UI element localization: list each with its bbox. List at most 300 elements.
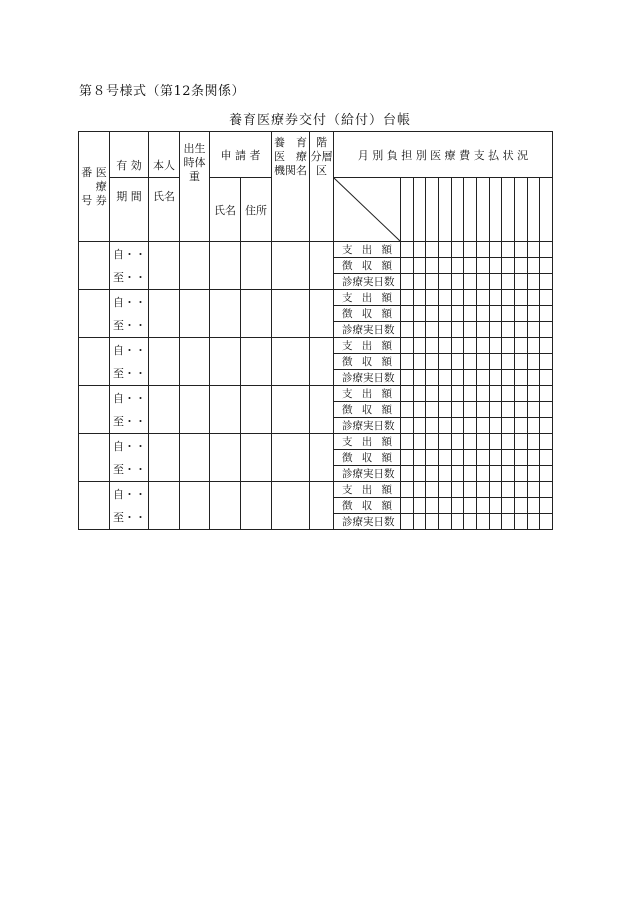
month-value-cell[interactable] (451, 450, 464, 466)
month-value-cell[interactable] (426, 290, 439, 306)
month-value-cell[interactable] (476, 498, 489, 514)
month-value-cell[interactable] (464, 514, 477, 530)
month-value-cell[interactable] (540, 242, 553, 258)
month-value-cell[interactable] (527, 466, 540, 482)
month-cell (438, 178, 451, 242)
month-value-cell[interactable] (464, 258, 477, 274)
month-value-cell[interactable] (413, 322, 426, 338)
birth-weight-cell[interactable] (180, 434, 210, 482)
record-row (79, 290, 553, 306)
month-value-cell[interactable] (502, 482, 515, 498)
month-value-cell[interactable] (489, 450, 502, 466)
tier-line-3: 区 (316, 164, 327, 177)
month-value-cell[interactable] (514, 482, 527, 498)
month-value-cell[interactable] (514, 370, 527, 386)
month-value-cell[interactable] (438, 258, 451, 274)
birth-weight-cell[interactable] (180, 290, 210, 338)
month-value-cell[interactable] (527, 482, 540, 498)
month-value-cell[interactable] (426, 482, 439, 498)
month-value-cell[interactable] (527, 242, 540, 258)
month-value-cell[interactable] (438, 466, 451, 482)
month-value-cell[interactable] (502, 434, 515, 450)
month-value-cell[interactable] (489, 514, 502, 530)
month-value-cell[interactable] (464, 290, 477, 306)
month-value-cell[interactable] (489, 242, 502, 258)
month-value-cell[interactable] (476, 258, 489, 274)
applicant-name-cell[interactable] (210, 482, 241, 530)
month-value-cell[interactable] (464, 482, 477, 498)
month-value-cell[interactable] (489, 354, 502, 370)
valid-from-label: 自・・ (113, 440, 146, 453)
valid-from-label: 自・・ (113, 296, 146, 309)
month-value-cell[interactable] (527, 322, 540, 338)
month-value-cell[interactable] (476, 482, 489, 498)
valid-period-cell[interactable] (110, 290, 149, 338)
birth-weight-cell[interactable] (180, 242, 210, 290)
month-value-cell[interactable] (540, 386, 553, 402)
ledger-body (79, 242, 553, 530)
month-value-cell[interactable] (426, 402, 439, 418)
month-value-cell[interactable] (502, 322, 515, 338)
month-value-cell[interactable] (426, 418, 439, 434)
birth-weight-header (180, 132, 210, 242)
month-value-cell[interactable] (426, 354, 439, 370)
month-value-cell[interactable] (413, 482, 426, 498)
birth-line-1: 出生 (183, 142, 206, 155)
month-value-cell[interactable] (438, 322, 451, 338)
month-value-cell[interactable] (527, 386, 540, 402)
month-value-cell[interactable] (401, 354, 414, 370)
month-value-cell[interactable] (540, 466, 553, 482)
month-value-cell[interactable] (527, 354, 540, 370)
month-value-cell[interactable] (489, 498, 502, 514)
month-value-cell[interactable] (514, 498, 527, 514)
month-value-cell[interactable] (426, 386, 439, 402)
person-name-cell[interactable] (149, 482, 180, 530)
row-label: 徴収額 (334, 450, 401, 466)
month-value-cell[interactable] (514, 306, 527, 322)
month-value-cell[interactable] (476, 274, 489, 290)
month-value-cell[interactable] (502, 418, 515, 434)
month-value-cell[interactable] (527, 498, 540, 514)
month-value-cell[interactable] (401, 290, 414, 306)
month-value-cell[interactable] (540, 322, 553, 338)
month-value-cell[interactable] (401, 242, 414, 258)
month-value-cell[interactable] (464, 386, 477, 402)
month-value-cell[interactable] (476, 290, 489, 306)
applicant-address-cell[interactable] (241, 482, 272, 530)
month-value-cell[interactable] (451, 370, 464, 386)
month-cell (540, 178, 553, 242)
month-value-cell[interactable] (514, 322, 527, 338)
month-value-cell[interactable] (438, 418, 451, 434)
month-value-cell[interactable] (502, 498, 515, 514)
month-value-cell[interactable] (476, 466, 489, 482)
month-value-cell[interactable] (464, 434, 477, 450)
month-value-cell[interactable] (426, 322, 439, 338)
applicant-name-cell[interactable] (210, 338, 241, 386)
applicant-address-cell[interactable] (241, 242, 272, 290)
month-value-cell[interactable] (502, 354, 515, 370)
month-value-cell[interactable] (413, 306, 426, 322)
month-cell (489, 178, 502, 242)
month-value-cell[interactable] (451, 306, 464, 322)
ticket-number-cell[interactable] (79, 242, 110, 290)
month-value-cell[interactable] (401, 338, 414, 354)
birth-weight-cell[interactable] (180, 386, 210, 434)
month-value-cell[interactable] (489, 418, 502, 434)
month-value-cell[interactable] (502, 290, 515, 306)
month-value-cell[interactable] (464, 498, 477, 514)
month-value-cell[interactable] (413, 402, 426, 418)
month-value-cell[interactable] (464, 402, 477, 418)
month-value-cell[interactable] (514, 354, 527, 370)
month-cell (464, 178, 477, 242)
month-value-cell[interactable] (514, 290, 527, 306)
month-value-cell[interactable] (438, 386, 451, 402)
valid-period-cell[interactable] (110, 242, 149, 290)
month-value-cell[interactable] (476, 370, 489, 386)
institution-cell[interactable] (272, 482, 310, 530)
month-value-cell[interactable] (451, 258, 464, 274)
record-row (79, 242, 553, 258)
row-label: 診療実日数 (334, 418, 401, 434)
month-value-cell[interactable] (514, 242, 527, 258)
institution-cell[interactable] (272, 338, 310, 386)
form-number: 第８号様式（第12条関係） (79, 84, 246, 99)
valid-period-cell[interactable] (110, 338, 149, 386)
month-value-cell[interactable] (426, 306, 439, 322)
month-value-cell[interactable] (451, 338, 464, 354)
month-value-cell[interactable] (401, 258, 414, 274)
month-value-cell[interactable] (438, 274, 451, 290)
month-value-cell[interactable] (426, 338, 439, 354)
birth-weight-cell[interactable] (180, 482, 210, 530)
month-value-cell[interactable] (527, 274, 540, 290)
row-label: 徴収額 (334, 498, 401, 514)
birth-line-2: 時体 (183, 156, 206, 169)
month-value-cell[interactable] (540, 450, 553, 466)
month-value-cell[interactable] (464, 354, 477, 370)
month-value-cell[interactable] (540, 274, 553, 290)
valid-period-cell[interactable] (110, 434, 149, 482)
month-value-cell[interactable] (514, 434, 527, 450)
institution-cell[interactable] (272, 386, 310, 434)
valid-from-label: 自・・ (113, 392, 146, 405)
month-value-cell[interactable] (489, 482, 502, 498)
month-value-cell[interactable] (514, 258, 527, 274)
month-value-cell[interactable] (476, 386, 489, 402)
row-label: 診療実日数 (334, 274, 401, 290)
month-value-cell[interactable] (451, 402, 464, 418)
institution-cell[interactable] (272, 290, 310, 338)
applicant-name-cell[interactable] (210, 242, 241, 290)
month-value-cell[interactable] (426, 258, 439, 274)
month-value-cell[interactable] (527, 514, 540, 530)
month-value-cell[interactable] (514, 466, 527, 482)
month-value-cell[interactable] (502, 306, 515, 322)
applicant-address-cell[interactable] (241, 290, 272, 338)
tier-cell[interactable] (310, 482, 334, 530)
month-value-cell[interactable] (451, 482, 464, 498)
month-value-cell[interactable] (476, 450, 489, 466)
month-value-cell[interactable] (502, 370, 515, 386)
tier-cell[interactable] (310, 290, 334, 338)
month-value-cell[interactable] (514, 386, 527, 402)
month-value-cell[interactable] (438, 338, 451, 354)
month-value-cell[interactable] (502, 386, 515, 402)
month-value-cell[interactable] (426, 514, 439, 530)
month-value-cell[interactable] (413, 450, 426, 466)
month-value-cell[interactable] (540, 354, 553, 370)
month-value-cell[interactable] (464, 466, 477, 482)
month-value-cell[interactable] (527, 450, 540, 466)
ticket-number-cell[interactable] (79, 434, 110, 482)
month-value-cell[interactable] (438, 402, 451, 418)
applicant-address-cell[interactable] (241, 386, 272, 434)
institution-cell[interactable] (272, 242, 310, 290)
month-value-cell[interactable] (540, 338, 553, 354)
record-row (79, 338, 553, 354)
month-value-cell[interactable] (502, 258, 515, 274)
tier-cell[interactable] (310, 338, 334, 386)
month-value-cell[interactable] (502, 242, 515, 258)
month-value-cell[interactable] (426, 370, 439, 386)
month-value-cell[interactable] (426, 242, 439, 258)
month-value-cell[interactable] (413, 274, 426, 290)
month-value-cell[interactable] (540, 418, 553, 434)
month-value-cell[interactable] (489, 258, 502, 274)
month-value-cell[interactable] (426, 498, 439, 514)
month-value-cell[interactable] (426, 466, 439, 482)
month-value-cell[interactable] (514, 514, 527, 530)
month-value-cell[interactable] (476, 322, 489, 338)
diagonal-line (334, 178, 400, 241)
month-value-cell[interactable] (489, 386, 502, 402)
month-value-cell[interactable] (514, 418, 527, 434)
month-value-cell[interactable] (489, 434, 502, 450)
tier-header (310, 132, 334, 242)
month-value-cell[interactable] (401, 418, 414, 434)
month-value-cell[interactable] (413, 354, 426, 370)
month-value-cell[interactable] (413, 242, 426, 258)
birth-weight-cell[interactable] (180, 338, 210, 386)
applicant-address-cell[interactable] (241, 434, 272, 482)
month-value-cell[interactable] (476, 242, 489, 258)
month-value-cell[interactable] (540, 402, 553, 418)
month-value-cell[interactable] (401, 498, 414, 514)
month-value-cell[interactable] (401, 402, 414, 418)
month-value-cell[interactable] (413, 514, 426, 530)
month-value-cell[interactable] (451, 322, 464, 338)
month-value-cell[interactable] (438, 354, 451, 370)
valid-to-label: 至・・ (113, 511, 146, 524)
month-value-cell[interactable] (476, 434, 489, 450)
month-value-cell[interactable] (401, 482, 414, 498)
month-value-cell[interactable] (476, 338, 489, 354)
month-value-cell[interactable] (489, 306, 502, 322)
month-value-cell[interactable] (502, 466, 515, 482)
institution-cell[interactable] (272, 434, 310, 482)
month-value-cell[interactable] (514, 450, 527, 466)
month-value-cell[interactable] (464, 338, 477, 354)
month-value-cell[interactable] (527, 418, 540, 434)
month-value-cell[interactable] (401, 386, 414, 402)
month-value-cell[interactable] (464, 370, 477, 386)
month-value-cell[interactable] (401, 434, 414, 450)
month-value-cell[interactable] (502, 450, 515, 466)
month-value-cell[interactable] (401, 274, 414, 290)
applicant-name-cell[interactable] (210, 386, 241, 434)
record-row (79, 482, 553, 498)
month-value-cell[interactable] (540, 514, 553, 530)
month-value-cell[interactable] (413, 338, 426, 354)
person-name-cell[interactable] (149, 290, 180, 338)
month-value-cell[interactable] (464, 306, 477, 322)
month-value-cell[interactable] (438, 290, 451, 306)
tier-cell[interactable] (310, 242, 334, 290)
valid-period-cell[interactable] (110, 482, 149, 530)
person-name-cell[interactable] (149, 386, 180, 434)
tier-line-1: 階 (316, 136, 327, 149)
month-value-cell[interactable] (476, 418, 489, 434)
month-value-cell[interactable] (413, 370, 426, 386)
month-value-cell[interactable] (527, 258, 540, 274)
month-value-cell[interactable] (413, 418, 426, 434)
month-value-cell[interactable] (464, 322, 477, 338)
month-value-cell[interactable] (401, 450, 414, 466)
month-value-cell[interactable] (527, 290, 540, 306)
month-value-cell[interactable] (502, 338, 515, 354)
month-value-cell[interactable] (438, 434, 451, 450)
row-label: 徴収額 (334, 354, 401, 370)
valid-to-label: 至・・ (113, 367, 146, 380)
month-value-cell[interactable] (438, 370, 451, 386)
month-value-cell[interactable] (489, 338, 502, 354)
month-value-cell[interactable] (514, 274, 527, 290)
month-value-cell[interactable] (514, 338, 527, 354)
month-value-cell[interactable] (401, 466, 414, 482)
month-value-cell[interactable] (489, 322, 502, 338)
month-cell (413, 178, 426, 242)
month-value-cell[interactable] (426, 434, 439, 450)
month-value-cell[interactable] (540, 306, 553, 322)
month-value-cell[interactable] (540, 258, 553, 274)
row-label: 徴収額 (334, 306, 401, 322)
month-value-cell[interactable] (413, 290, 426, 306)
month-value-cell[interactable] (451, 290, 464, 306)
applicant-name-cell[interactable] (210, 290, 241, 338)
month-value-cell[interactable] (413, 258, 426, 274)
month-value-cell[interactable] (451, 434, 464, 450)
month-value-cell[interactable] (451, 498, 464, 514)
month-value-cell[interactable] (489, 370, 502, 386)
institution-header (272, 132, 310, 242)
month-cell (401, 178, 414, 242)
month-cell (502, 178, 515, 242)
month-value-cell[interactable] (489, 466, 502, 482)
month-value-cell[interactable] (476, 306, 489, 322)
month-value-cell[interactable] (502, 514, 515, 530)
person-name-cell[interactable] (149, 434, 180, 482)
month-value-cell[interactable] (401, 306, 414, 322)
month-value-cell[interactable] (413, 498, 426, 514)
applicant-address-cell[interactable] (241, 338, 272, 386)
month-value-cell[interactable] (540, 290, 553, 306)
month-value-cell[interactable] (438, 306, 451, 322)
ticket-number-cell[interactable] (79, 386, 110, 434)
month-value-cell[interactable] (438, 450, 451, 466)
month-value-cell[interactable] (464, 274, 477, 290)
month-value-cell[interactable] (451, 386, 464, 402)
month-value-cell[interactable] (540, 370, 553, 386)
ticket-number-cell[interactable] (79, 482, 110, 530)
month-value-cell[interactable] (502, 274, 515, 290)
month-value-cell[interactable] (451, 466, 464, 482)
month-value-cell[interactable] (502, 402, 515, 418)
month-value-cell[interactable] (438, 242, 451, 258)
month-value-cell[interactable] (401, 370, 414, 386)
tier-cell[interactable] (310, 434, 334, 482)
valid-period-cell[interactable] (110, 386, 149, 434)
month-value-cell[interactable] (464, 242, 477, 258)
month-value-cell[interactable] (413, 386, 426, 402)
month-value-cell[interactable] (464, 418, 477, 434)
month-value-cell[interactable] (489, 402, 502, 418)
month-value-cell[interactable] (413, 466, 426, 482)
person-name-cell[interactable] (149, 338, 180, 386)
month-value-cell[interactable] (438, 514, 451, 530)
month-value-cell[interactable] (438, 498, 451, 514)
month-value-cell[interactable] (401, 514, 414, 530)
month-value-cell[interactable] (527, 402, 540, 418)
month-value-cell[interactable] (476, 402, 489, 418)
ticket-number-line-1: 番 医 (81, 165, 107, 179)
month-value-cell[interactable] (527, 434, 540, 450)
month-value-cell[interactable] (527, 370, 540, 386)
month-value-cell[interactable] (540, 434, 553, 450)
month-value-cell[interactable] (514, 402, 527, 418)
month-value-cell[interactable] (438, 482, 451, 498)
document-title: 養育医療券交付（給付）台帳 (228, 113, 411, 128)
month-value-cell[interactable] (401, 322, 414, 338)
month-value-cell[interactable] (476, 514, 489, 530)
month-value-cell[interactable] (489, 290, 502, 306)
month-value-cell[interactable] (464, 450, 477, 466)
month-value-cell[interactable] (540, 482, 553, 498)
row-label: 支出額 (334, 242, 401, 258)
month-value-cell[interactable] (527, 338, 540, 354)
applicant-name-cell[interactable] (210, 434, 241, 482)
month-value-cell[interactable] (476, 354, 489, 370)
month-value-cell[interactable] (413, 434, 426, 450)
tier-cell[interactable] (310, 386, 334, 434)
month-value-cell[interactable] (451, 242, 464, 258)
month-value-cell[interactable] (426, 274, 439, 290)
month-value-cell[interactable] (426, 450, 439, 466)
person-name-cell[interactable] (149, 242, 180, 290)
record-row (79, 434, 553, 450)
month-value-cell[interactable] (489, 274, 502, 290)
month-value-cell[interactable] (527, 306, 540, 322)
ticket-number-cell[interactable] (79, 338, 110, 386)
ticket-number-cell[interactable] (79, 290, 110, 338)
month-value-cell[interactable] (451, 514, 464, 530)
month-value-cell[interactable] (451, 354, 464, 370)
month-value-cell[interactable] (451, 274, 464, 290)
month-value-cell[interactable] (540, 498, 553, 514)
month-value-cell[interactable] (451, 418, 464, 434)
